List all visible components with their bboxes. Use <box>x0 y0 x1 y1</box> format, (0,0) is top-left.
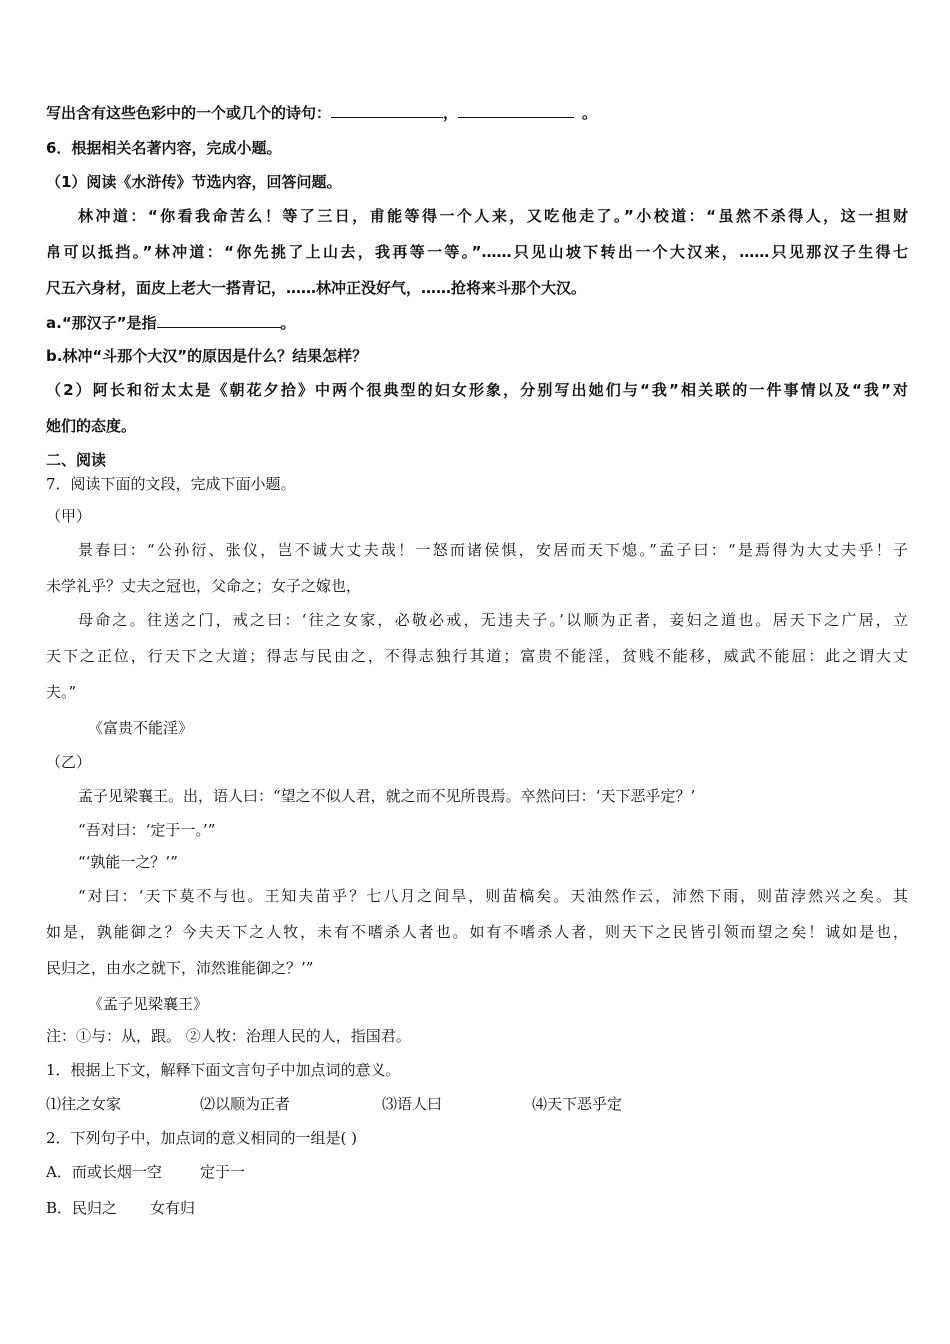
classical-line: 母命之。往送之门，戒之曰：‘往之女家，必敬必戒，无违夫子。’以顺为正者，妾妇之道也。居天下之广居，立 <box>78 611 908 629</box>
passage-label-yi: （乙） <box>46 753 92 771</box>
source-title: 《孟子见梁襄王》 <box>88 995 209 1013</box>
annotation-note: 注：①与：从，跟。 ②人牧：治理人民的人，指国君。 <box>46 1027 411 1045</box>
sub-question-1: 1．根据上下文，解释下面文言句子中加点词的意义。 <box>46 1061 401 1079</box>
item-1: ⑴往之女家 <box>46 1095 122 1113</box>
question-6-part-2-cont: 她们的态度。 <box>46 417 137 435</box>
poem-prompt-text: 写出含有这些色彩中的一个或几个的诗句： <box>46 104 332 122</box>
classical-line: 孟子见梁襄王。出，语人曰：“望之不似人君，就之而不见所畏焉。卒然问曰：‘天下恶乎定？’ <box>78 787 696 805</box>
poem-prompt-line <box>46 102 908 123</box>
classical-line: 如是，孰能御之？今夫天下之人牧，未有不嗜杀人者也。如有不嗜杀人者，则天下之民皆引领而望之矣！诚如是也， <box>46 923 908 941</box>
question-7-title: 7．阅读下面的文段，完成下面小题。 <box>46 475 296 493</box>
classical-line: 天下之正位，行天下之大道；得志与民由之，不得志独行其道；富贵不能淫，贫贱不能移，威武不能屈：此之谓大丈 <box>46 647 908 665</box>
answer-blank[interactable] <box>331 102 443 118</box>
classical-line: 夫。” <box>46 683 77 701</box>
sub-question-2: 2．下列句子中，加点词的意义相同的一组是( ) <box>46 1129 358 1147</box>
period: 。 <box>582 104 598 122</box>
classical-line: 民归之，由水之就下，沛然谁能御之？’” <box>46 959 314 977</box>
section-heading: 二、阅读 <box>46 451 107 469</box>
option-b-first: B．民归之 <box>46 1199 118 1217</box>
question-6-title: 6．根据相关名著内容，完成小题。 <box>46 139 282 157</box>
question-6-part-2: （2）阿长和衍太太是《朝花夕拾》中两个很典型的妇女形象，分别写出她们与“我”相关联的一件事情以及“我”对 <box>46 381 908 399</box>
period: 。 <box>280 314 296 332</box>
passage-line: 帛可以抵挡。”林冲道：“你先挑了上山去，我再等一等。”……只见山坡下转出一个大汉来，……只见那汉子生得七 <box>46 243 908 261</box>
question-6-part-1: （1）阅读《水浒传》节选内容，回答问题。 <box>46 173 342 191</box>
question-b: b.林冲“斗那个大汉”的原因是什么？结果怎样？ <box>46 347 368 365</box>
passage-line: 尺五六身材，面皮上老大一搭青记，……林冲正没好气，……抢将来斗那个大汉。 <box>46 279 587 297</box>
question-a <box>46 312 908 333</box>
separator: ， <box>443 104 459 122</box>
option-a[interactable] <box>46 1162 908 1182</box>
classical-line: 景春曰：“公孙衍、张仪，岂不诚大丈夫哉！一怒而诸侯惧，安居而天下熄。”孟子曰：“是焉得为大丈夫乎！子 <box>78 541 908 559</box>
sub-question-1-items <box>46 1094 908 1114</box>
item-3: ⑶语人曰 <box>382 1095 443 1113</box>
classical-line: 未学礼乎？丈夫之冠也，父命之；女子之嫁也， <box>46 577 362 595</box>
option-a-second: 定于一 <box>200 1163 246 1181</box>
classical-line: “‘孰能一之？’” <box>78 853 178 871</box>
answer-blank[interactable] <box>458 102 574 118</box>
classical-line: “吾对曰：‘定于一。’” <box>78 821 216 839</box>
option-b[interactable] <box>46 1198 908 1218</box>
item-2: ⑵以顺为正者 <box>200 1095 291 1113</box>
item-4: ⑷天下恶乎定 <box>532 1095 623 1113</box>
answer-blank[interactable] <box>157 312 281 328</box>
question-a-text: a.“那汉子”是指 <box>46 314 157 332</box>
classical-line: “对曰：‘天下莫不与也。王知夫苗乎？七八月之间旱，则苗槁矣。天油然作云，沛然下雨，则苗浡然兴之矣。其 <box>78 887 908 905</box>
option-b-second: 女有归 <box>150 1199 196 1217</box>
source-title: 《富贵不能淫》 <box>88 719 194 737</box>
option-a-first: A．而或长烟一空 <box>46 1163 162 1181</box>
passage-line: 林冲道：“你看我命苦么！等了三日，甫能等得一个人来，又吃他走了。”小校道：“虽然不杀得人，这一担财 <box>78 207 908 225</box>
passage-label-jia: （甲） <box>46 507 92 525</box>
